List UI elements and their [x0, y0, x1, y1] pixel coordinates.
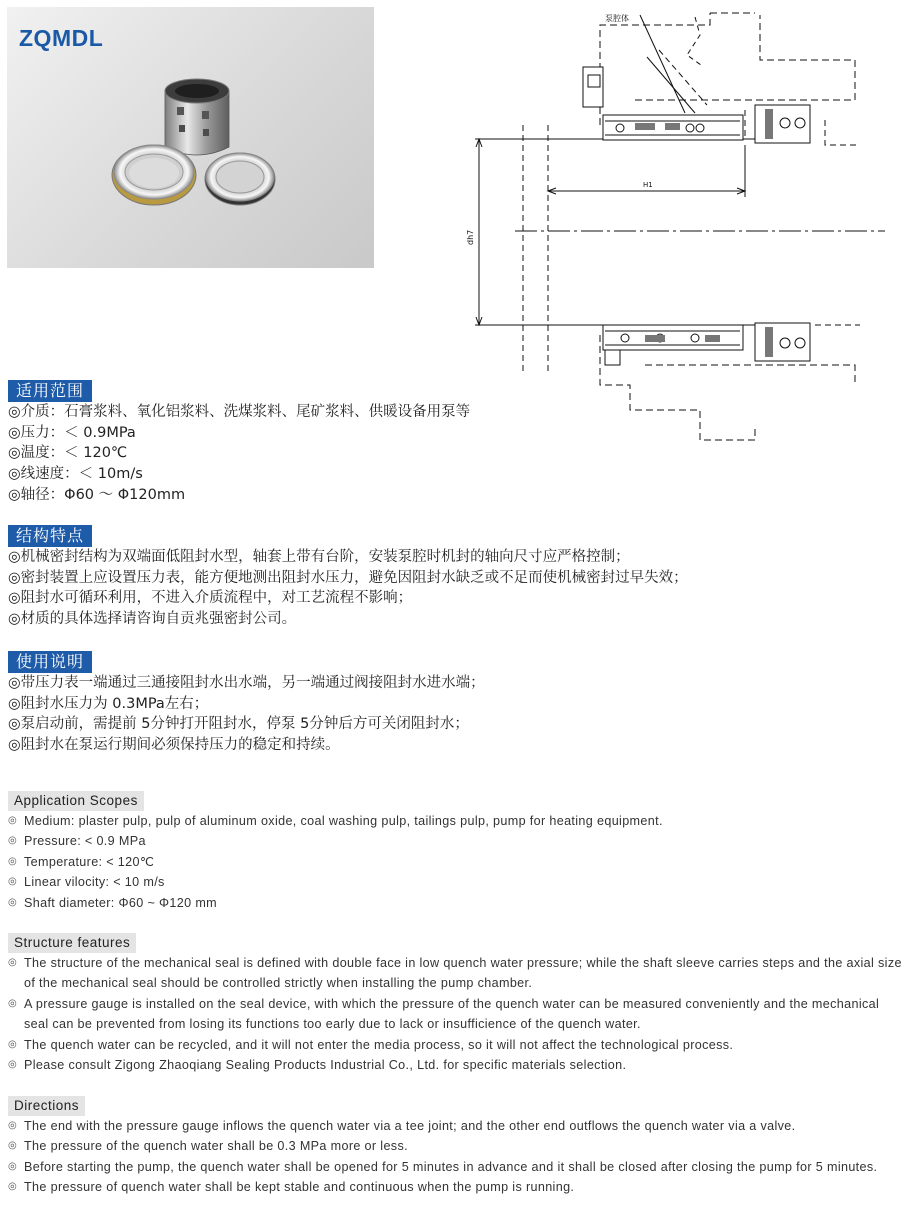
- en-directions-item: ◎ The pressure of quench water shall be kept stable and continuous when the pump is running.: [8, 1177, 903, 1197]
- cn-scope-item: ◎线速度：＜ 10m/s: [8, 466, 143, 483]
- cn-usage-item: ◎带压力表一端通过三通接阻封水出水端，另一端通过阀接阻封水进水端；: [8, 675, 485, 691]
- cn-structure-item: ◎机械密封结构为双端面低阻封水型，轴套上带有台阶，安装泵腔时机封的轴向尺寸应严格控制；: [8, 549, 630, 565]
- en-structure-item: ◎ The structure of the mechanical seal is defined with double face in low quench water pressure; while the shaft sleeve carries steps and the axial size of the mechanical seal should be controlled strictly when installing the pump chamber.: [8, 953, 903, 994]
- cn-scope-heading: 适用范围: [8, 380, 92, 402]
- cn-usage-item: ◎泵启动前，需提前 5分钟打开阻封水，停泵 5分钟后方可关闭阻封水；: [8, 716, 469, 733]
- cn-structure-section: [8, 525, 908, 630]
- en-directions-section: [8, 1095, 903, 1198]
- en-directions-item: ◎ The end with the pressure gauge inflows the quench water via a tee joint; and the other end outflows the quench water via a valve.: [8, 1116, 903, 1136]
- en-directions-heading: Directions: [8, 1096, 85, 1116]
- en-scope-item: ◎ Temperature: < 120℃: [8, 852, 903, 872]
- en-structure-section: [8, 932, 903, 1075]
- en-directions-item: ◎ The pressure of the quench water shall be 0.3 MPa more or less.: [8, 1136, 903, 1156]
- en-scope-item: ◎ Shaft diameter: Φ60 ~ Φ120 mm: [8, 893, 903, 913]
- en-structure-item: ◎ The quench water can be recycled, and it will not enter the media process, so it will not affect the technological process.: [8, 1035, 903, 1055]
- cn-usage-item: ◎阻封水压力为 0.3MPa左右；: [8, 695, 209, 712]
- en-scope-item: ◎ Medium: plaster pulp, pulp of aluminum oxide, coal washing pulp, tailings pulp, pump for heating equipment.: [8, 811, 903, 831]
- cn-structure-item: ◎阻封水可循环利用，不进入介质流程中，对工艺流程不影响；: [8, 590, 413, 607]
- cn-usage-section: [8, 651, 908, 756]
- cn-scope-item: ◎介质：石膏浆料、氧化铝浆料、洗煤浆料、尾矿浆料、供暖设备用泵等: [8, 404, 471, 420]
- en-structure-heading: Structure features: [8, 933, 136, 953]
- dh7-dimension-label: dh7: [466, 229, 475, 245]
- cn-structure-heading: 结构特点: [8, 525, 92, 547]
- en-scope-heading: Application Scopes: [8, 791, 144, 811]
- h1-dimension-label: H1: [643, 181, 653, 189]
- cn-scope-item: ◎轴径：Φ60 ～ Φ120mm: [8, 486, 186, 503]
- product-photo: [7, 7, 374, 268]
- cn-usage-heading: 使用说明: [8, 651, 92, 673]
- en-scope-section: [8, 790, 903, 913]
- cn-scope-item: ◎温度：＜ 120℃: [8, 445, 128, 462]
- cn-scope-section: [8, 380, 908, 506]
- cn-scope-item: ◎压力：＜ 0.9MPa: [8, 424, 136, 441]
- en-directions-item: ◎ Before starting the pump, the quench water shall be opened for 5 minutes in advance and it shall be closed after closing the pump for 5 minutes.: [8, 1157, 903, 1177]
- pump-body-label: 泵腔体: [605, 14, 629, 23]
- en-structure-item: ◎ Please consult Zigong Zhaoqiang Sealing Products Industrial Co., Ltd. for specific materials selection.: [8, 1055, 903, 1075]
- cn-structure-item: ◎材质的具体选择请咨询自贡兆强密封公司。: [8, 611, 297, 628]
- en-scope-item: ◎ Pressure: < 0.9 MPa: [8, 831, 903, 851]
- cn-usage-item: ◎阻封水在泵运行期间必须保持压力的稳定和持续。: [8, 737, 340, 754]
- en-structure-item: ◎ A pressure gauge is installed on the seal device, with which the pressure of the quench water can be measured conveniently and the mechanical seal can be prevented from losing its functions too early due to lack or insufficience of the quench water.: [8, 994, 903, 1035]
- cn-structure-item: ◎密封装置上应设置压力表，能方便地测出阻封水压力，避免因阻封水缺乏或不足而使机械密封过早失效；: [8, 569, 688, 586]
- en-scope-item: ◎ Linear vilocity: < 10 m/s: [8, 872, 903, 892]
- product-model: ZQMDL: [19, 25, 104, 51]
